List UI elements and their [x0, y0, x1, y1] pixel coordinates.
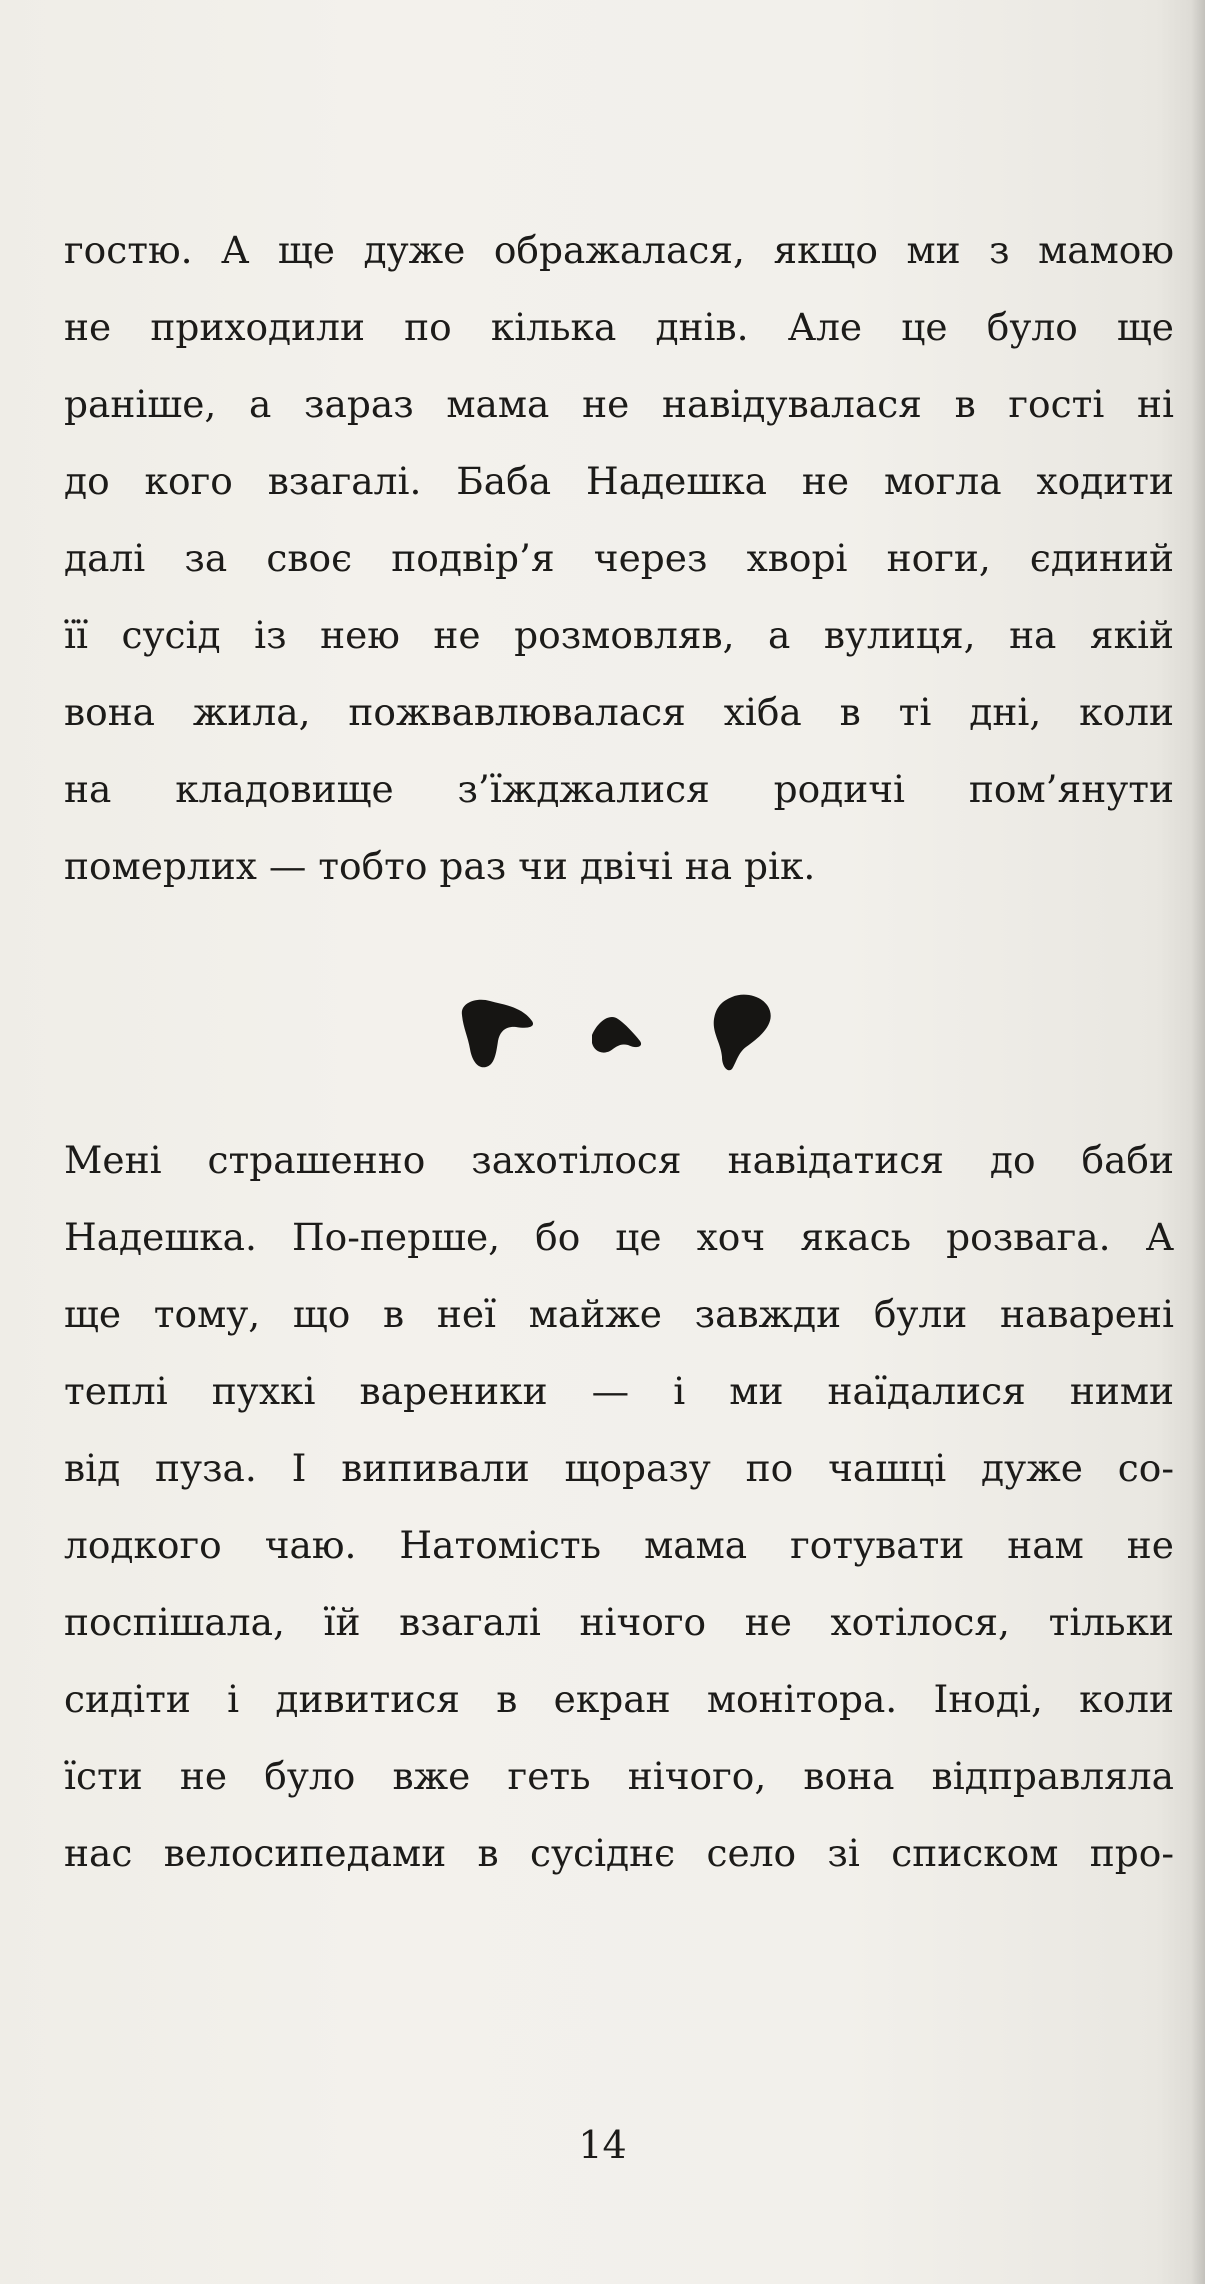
- ink-blot-ornament-icon: [450, 985, 800, 1085]
- text-line: гостю. А ще дуже ображалася, якщо ми з мамою: [64, 228, 1174, 272]
- text-line: їсти не було вже геть нічого, вона відправляла: [64, 1754, 1174, 1798]
- text-line: на кладовище з’їжджалися родичі пом’янути: [64, 767, 1174, 811]
- text-line: нас велосипедами в сусіднє село зі списком про-: [64, 1831, 1174, 1875]
- text-line: сидіти і дивитися в екран монітора. Іноді, коли: [64, 1677, 1174, 1721]
- text-line: лодкого чаю. Натомість мама готувати нам не: [64, 1523, 1174, 1567]
- text-line: її сусід із нею не розмовляв, а вулиця, на якій: [64, 613, 1174, 657]
- text-line: до кого взагалі. Баба Надешка не могла ходити: [64, 459, 1174, 503]
- ink-blot-middle: [592, 1017, 641, 1053]
- text-line: від пуза. І випивали щоразу по чашці дуже со-: [64, 1446, 1174, 1490]
- text-line: далі за своє подвір’я через хворі ноги, єдиний: [64, 536, 1174, 580]
- page-number: 14: [578, 2123, 627, 2167]
- paragraph-1: [64, 212, 1174, 905]
- paragraph-2: [64, 1122, 1174, 1892]
- text-line: раніше, а зараз мама не навідувалася в гості ні: [64, 382, 1174, 426]
- text-line: поспішала, їй взагалі нічого не хотілося, тільки: [64, 1600, 1174, 1644]
- text-line: ще тому, що в неї майже завжди були наварені: [64, 1292, 1174, 1336]
- text-line: померлих — тобто раз чи двічі на рік.: [64, 844, 816, 888]
- text-line: не приходили по кілька днів. Але це було ще: [64, 305, 1174, 349]
- text-line: вона жила, пожвавлювалася хіба в ті дні, коли: [64, 690, 1174, 734]
- text-line: теплі пухкі вареники — і ми наїдалися ними: [64, 1369, 1174, 1413]
- ink-blot-left: [462, 1000, 533, 1068]
- text-line: Надешка. По-перше, бо це хоч якась розвага. А: [64, 1215, 1174, 1259]
- text-line: Мені страшенно захотілося навідатися до баби: [64, 1138, 1174, 1182]
- ink-blot-right: [714, 995, 771, 1071]
